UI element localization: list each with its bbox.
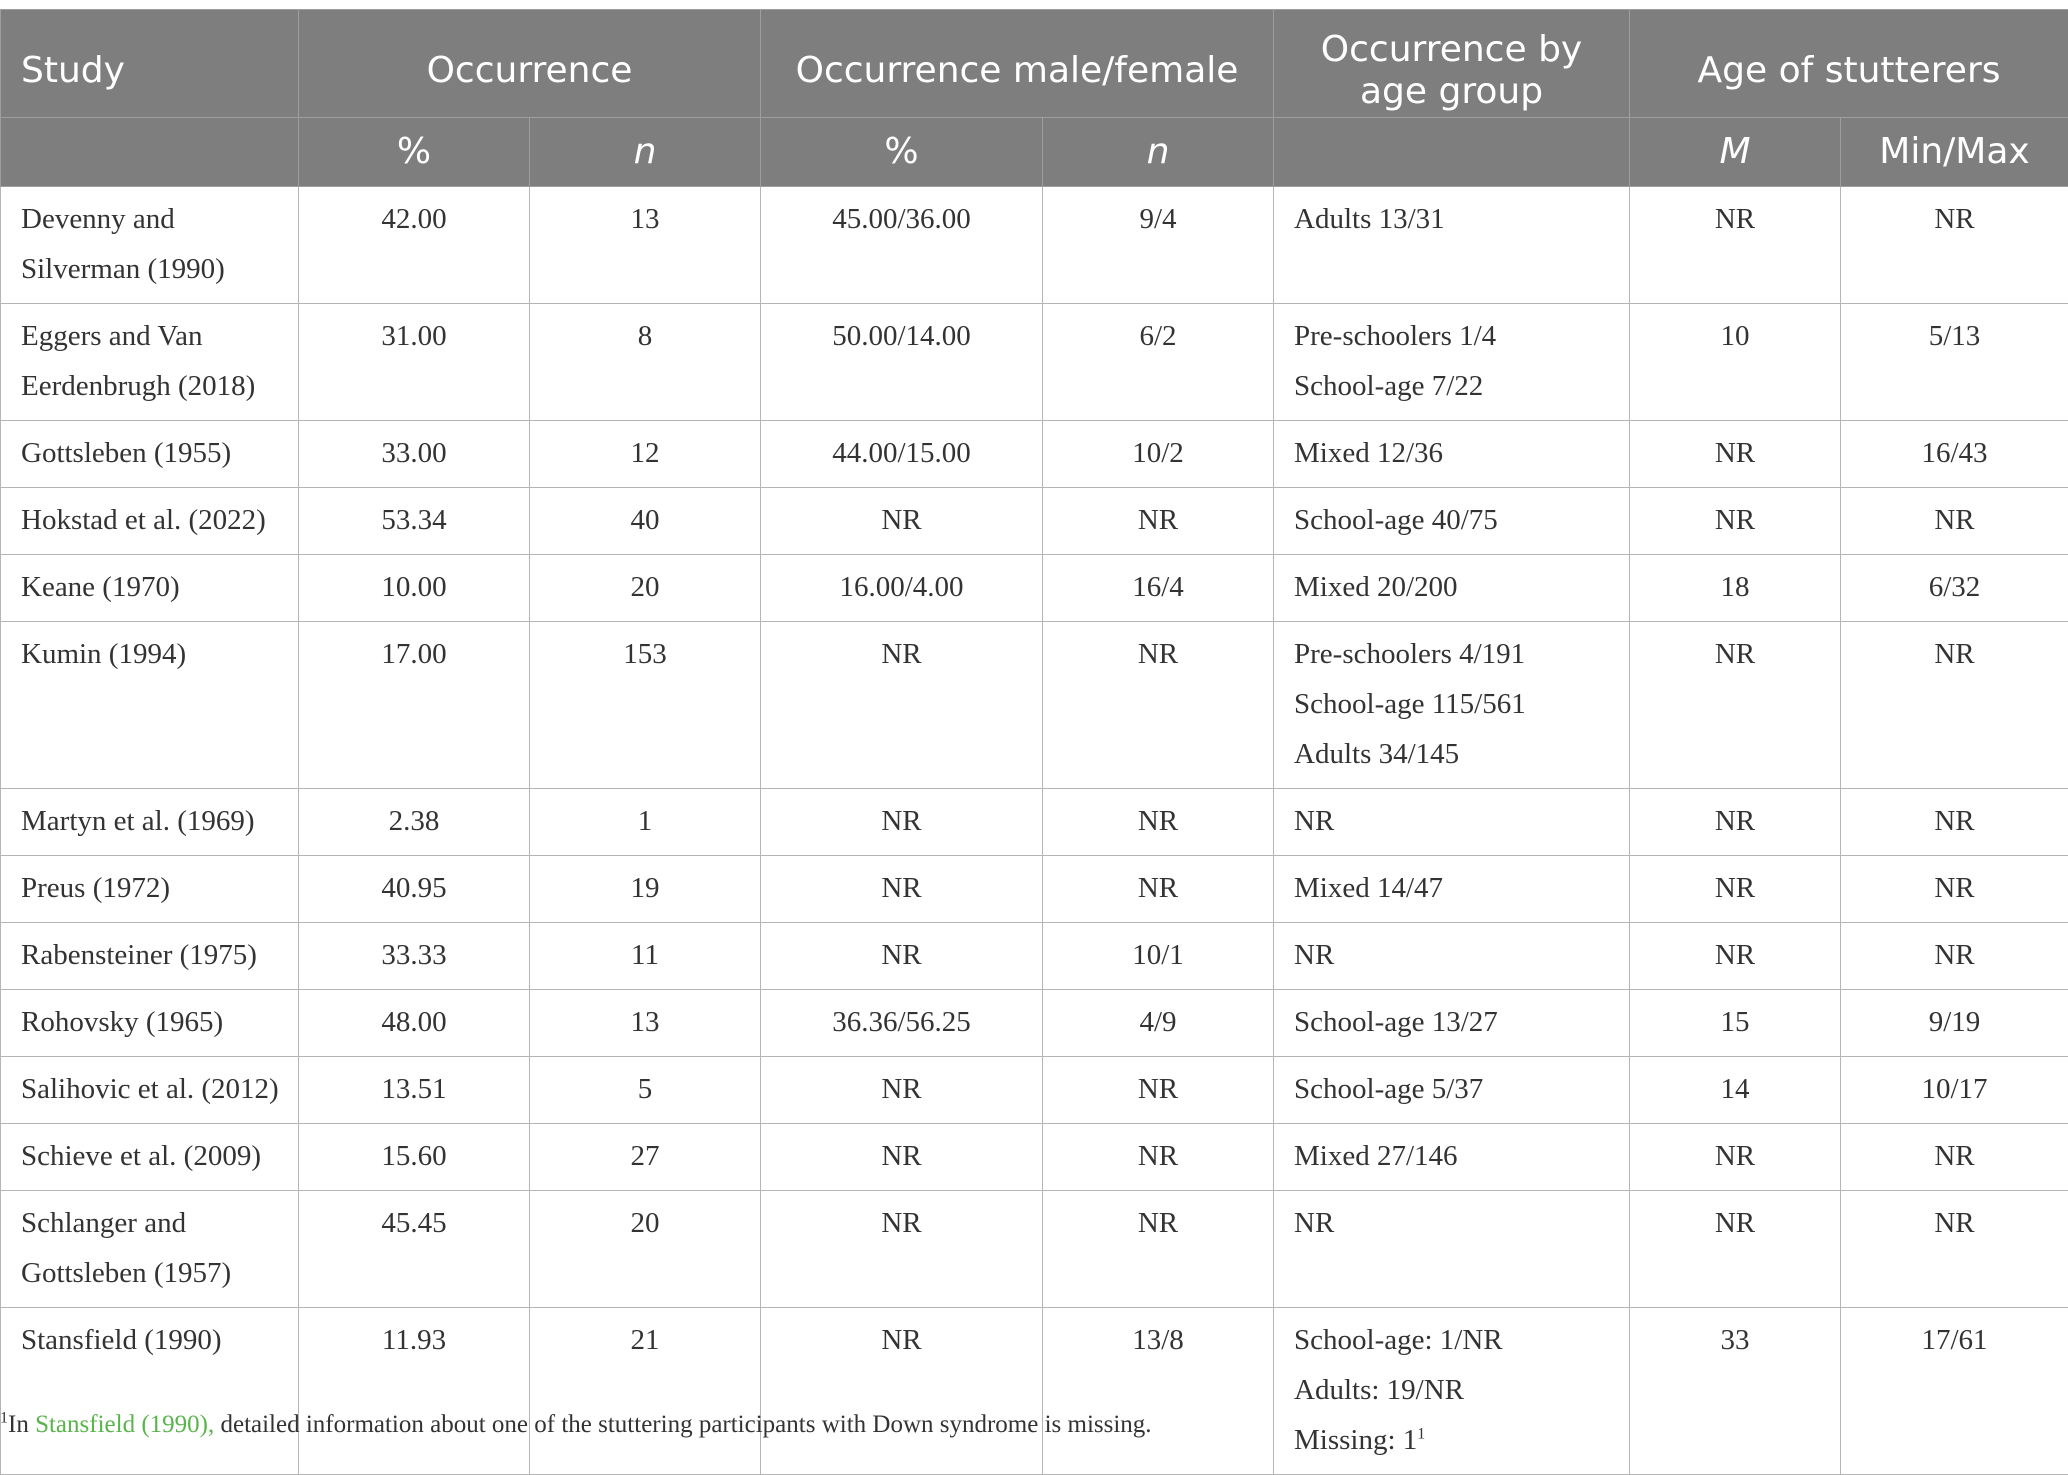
study-line[interactable]: Schieve et al. (2009) xyxy=(21,1131,297,1181)
occurrence-n-cell: 153 xyxy=(530,622,761,789)
min-max-age-cell: 10/17 xyxy=(1841,1057,2068,1124)
mean-age-cell: 18 xyxy=(1630,555,1841,622)
study-link[interactable] xyxy=(1,1308,299,1475)
occurrence-percent-cell: 33.33 xyxy=(299,923,530,990)
occurrence-percent-cell: 15.60 xyxy=(299,1124,530,1191)
study-link[interactable] xyxy=(1,923,299,990)
mean-age-cell: NR xyxy=(1630,622,1841,789)
age-group-text: NR xyxy=(1294,939,1334,971)
occurrence-percent-cell: 31.00 xyxy=(299,304,530,421)
male-female-percent-cell: NR xyxy=(761,1308,1043,1475)
age-group-line xyxy=(1294,495,1628,545)
header-occurrence-by-age-group-line2: age group xyxy=(1275,71,1628,113)
header-male-female-n: n xyxy=(1043,118,1274,187)
header-blank-age-group xyxy=(1274,118,1630,187)
age-group-text: Mixed 20/200 xyxy=(1294,571,1458,603)
study-line[interactable]: Martyn et al. (1969) xyxy=(21,796,297,846)
age-group-line xyxy=(1294,997,1628,1047)
table-row xyxy=(1,990,2068,1057)
min-max-age-cell: NR xyxy=(1841,622,2068,789)
age-group-text: NR xyxy=(1294,1207,1334,1239)
table-row xyxy=(1,1057,2068,1124)
occurrence-n-cell: 40 xyxy=(530,488,761,555)
header-blank-study xyxy=(1,118,299,187)
header-occurrence-by-age-group-line1: Occurrence by xyxy=(1275,29,1628,71)
age-group-line xyxy=(1294,1315,1628,1365)
study-link[interactable] xyxy=(1,1057,299,1124)
age-group-cell xyxy=(1274,1191,1630,1308)
male-female-n-cell: NR xyxy=(1043,856,1274,923)
age-group-cell xyxy=(1274,555,1630,622)
occurrence-n-cell: 21 xyxy=(530,1308,761,1475)
male-female-percent-cell: 45.00/36.00 xyxy=(761,187,1043,304)
age-group-text: Adults 34/145 xyxy=(1294,738,1459,770)
min-max-age-cell: NR xyxy=(1841,923,2068,990)
occurrence-percent-cell: 2.38 xyxy=(299,789,530,856)
male-female-percent-cell: 36.36/56.25 xyxy=(761,990,1043,1057)
age-group-text: Missing: 1 xyxy=(1294,1424,1417,1456)
table-header xyxy=(1,10,2068,187)
mean-age-cell: NR xyxy=(1630,856,1841,923)
age-group-text: School-age 13/27 xyxy=(1294,1006,1498,1038)
occurrence-percent-cell: 48.00 xyxy=(299,990,530,1057)
study-line[interactable]: Schlanger and xyxy=(21,1198,297,1248)
age-group-cell xyxy=(1274,990,1630,1057)
age-group-text: Adults: 19/NR xyxy=(1294,1374,1464,1406)
male-female-percent-cell: 50.00/14.00 xyxy=(761,304,1043,421)
study-line[interactable]: Gottsleben (1955) xyxy=(21,428,297,478)
study-line[interactable]: Stansfield (1990) xyxy=(21,1315,297,1365)
table-row xyxy=(1,856,2068,923)
study-link[interactable] xyxy=(1,990,299,1057)
header-occurrence-n: n xyxy=(530,118,761,187)
age-group-line xyxy=(1294,629,1628,679)
male-female-percent-cell: NR xyxy=(761,1191,1043,1308)
age-group-cell xyxy=(1274,304,1630,421)
male-female-n-cell: 16/4 xyxy=(1043,555,1274,622)
study-link[interactable] xyxy=(1,1191,299,1308)
occurrence-n-cell: 19 xyxy=(530,856,761,923)
age-group-line xyxy=(1294,930,1628,980)
age-group-text: School-age 5/37 xyxy=(1294,1073,1483,1105)
min-max-age-cell: 5/13 xyxy=(1841,304,2068,421)
male-female-percent-cell: 44.00/15.00 xyxy=(761,421,1043,488)
age-group-text: School-age 40/75 xyxy=(1294,504,1498,536)
age-group-cell xyxy=(1274,1057,1630,1124)
study-line[interactable]: Eerdenbrugh (2018) xyxy=(21,361,297,411)
table-row xyxy=(1,187,2068,304)
age-group-line xyxy=(1294,729,1628,779)
table-row xyxy=(1,488,2068,555)
age-group-line xyxy=(1294,1131,1628,1181)
min-max-age-cell: 6/32 xyxy=(1841,555,2068,622)
age-group-cell xyxy=(1274,421,1630,488)
occurrence-percent-cell: 13.51 xyxy=(299,1057,530,1124)
occurrence-n-cell: 13 xyxy=(530,990,761,1057)
mean-age-cell: NR xyxy=(1630,187,1841,304)
table-row xyxy=(1,789,2068,856)
table-row xyxy=(1,923,2068,990)
age-group-cell xyxy=(1274,622,1630,789)
mean-age-cell: NR xyxy=(1630,1124,1841,1191)
footnote-citation-link[interactable]: Stansfield (1990), xyxy=(35,1411,214,1438)
male-female-n-cell: NR xyxy=(1043,622,1274,789)
study-link[interactable] xyxy=(1,187,299,304)
occurrence-percent-cell: 42.00 xyxy=(299,187,530,304)
min-max-age-cell: NR xyxy=(1841,187,2068,304)
min-max-age-cell: NR xyxy=(1841,1124,2068,1191)
study-line[interactable]: Eggers and Van xyxy=(21,311,297,361)
male-female-n-cell: NR xyxy=(1043,789,1274,856)
male-female-percent-cell: NR xyxy=(761,1057,1043,1124)
age-group-line xyxy=(1294,1064,1628,1114)
male-female-percent-cell: NR xyxy=(761,622,1043,789)
study-line[interactable]: Rohovsky (1965) xyxy=(21,997,297,1047)
study-line[interactable]: Salihovic et al. (2012) xyxy=(21,1064,297,1114)
occurrence-n-cell: 27 xyxy=(530,1124,761,1191)
age-group-cell xyxy=(1274,923,1630,990)
mean-age-cell: NR xyxy=(1630,789,1841,856)
age-group-text: Pre-schoolers 1/4 xyxy=(1294,320,1496,352)
age-group-text: Adults 13/31 xyxy=(1294,203,1445,235)
age-group-line xyxy=(1294,863,1628,913)
min-max-age-cell: NR xyxy=(1841,1191,2068,1308)
table-row xyxy=(1,622,2068,789)
table-row xyxy=(1,1191,2068,1308)
study-line[interactable]: Keane (1970) xyxy=(21,562,297,612)
mean-age-cell: NR xyxy=(1630,923,1841,990)
male-female-n-cell: 9/4 xyxy=(1043,187,1274,304)
study-link[interactable] xyxy=(1,1124,299,1191)
study-line[interactable]: Kumin (1994) xyxy=(21,629,297,679)
age-group-text: NR xyxy=(1294,805,1334,837)
table-row xyxy=(1,1308,2068,1475)
header-study: Study xyxy=(1,10,299,118)
table-row xyxy=(1,1124,2068,1191)
occurrence-n-cell: 20 xyxy=(530,1191,761,1308)
footnote-prefix: In xyxy=(8,1411,35,1438)
occurrence-n-cell: 1 xyxy=(530,789,761,856)
header-occurrence-by-age-group xyxy=(1274,10,1630,118)
age-group-line xyxy=(1294,311,1628,361)
age-group-cell xyxy=(1274,856,1630,923)
male-female-n-cell: NR xyxy=(1043,1057,1274,1124)
age-group-line xyxy=(1294,428,1628,478)
male-female-percent-cell: NR xyxy=(761,923,1043,990)
table-footnote xyxy=(0,1411,1152,1439)
male-female-percent-cell: NR xyxy=(761,856,1043,923)
min-max-age-cell: NR xyxy=(1841,488,2068,555)
occurrence-percent-cell: 53.34 xyxy=(299,488,530,555)
study-line[interactable]: Silverman (1990) xyxy=(21,244,297,294)
male-female-n-cell: NR xyxy=(1043,488,1274,555)
min-max-age-cell: NR xyxy=(1841,789,2068,856)
header-occurrence-male-female: Occurrence male/female xyxy=(761,10,1274,118)
age-group-line xyxy=(1294,562,1628,612)
study-link[interactable] xyxy=(1,488,299,555)
age-group-line xyxy=(1294,1198,1628,1248)
age-group-line xyxy=(1294,1415,1628,1465)
male-female-n-cell: 6/2 xyxy=(1043,304,1274,421)
occurrence-percent-cell: 45.45 xyxy=(299,1191,530,1308)
study-link[interactable] xyxy=(1,421,299,488)
mean-age-cell: 33 xyxy=(1630,1308,1841,1475)
mean-age-cell: 15 xyxy=(1630,990,1841,1057)
study-line[interactable]: Hokstad et al. (2022) xyxy=(21,495,297,545)
mean-age-cell: NR xyxy=(1630,488,1841,555)
age-group-cell xyxy=(1274,488,1630,555)
age-group-line xyxy=(1294,796,1628,846)
min-max-age-cell: NR xyxy=(1841,856,2068,923)
header-occurrence-percent: % xyxy=(299,118,530,187)
male-female-percent-cell: NR xyxy=(761,789,1043,856)
age-group-cell xyxy=(1274,1124,1630,1191)
min-max-age-cell: 16/43 xyxy=(1841,421,2068,488)
footnote-ref: 1 xyxy=(1417,1425,1425,1442)
table-row xyxy=(1,304,2068,421)
age-group-line xyxy=(1294,1365,1628,1415)
age-group-text: Pre-schoolers 4/191 xyxy=(1294,638,1525,670)
male-female-n-cell: 13/8 xyxy=(1043,1308,1274,1475)
study-line[interactable]: Devenny and xyxy=(21,194,297,244)
mean-age-cell: NR xyxy=(1630,421,1841,488)
table-body xyxy=(1,187,2068,1475)
occurrence-n-cell: 11 xyxy=(530,923,761,990)
male-female-n-cell: 10/1 xyxy=(1043,923,1274,990)
occurrence-percent-cell: 17.00 xyxy=(299,622,530,789)
occurrence-n-cell: 8 xyxy=(530,304,761,421)
footnote-marker: 1 xyxy=(0,1410,8,1427)
age-group-line xyxy=(1294,361,1628,411)
study-link[interactable] xyxy=(1,622,299,789)
study-link[interactable] xyxy=(1,856,299,923)
mean-age-cell: NR xyxy=(1630,1191,1841,1308)
male-female-n-cell: NR xyxy=(1043,1191,1274,1308)
male-female-n-cell: 4/9 xyxy=(1043,990,1274,1057)
occurrence-n-cell: 12 xyxy=(530,421,761,488)
age-group-text: School-age 7/22 xyxy=(1294,370,1483,402)
age-group-cell xyxy=(1274,187,1630,304)
footnote-text: detailed information about one of the stuttering participants with Down syndrome is missing. xyxy=(214,1411,1151,1438)
min-max-age-cell: 17/61 xyxy=(1841,1308,2068,1475)
study-link[interactable] xyxy=(1,555,299,622)
age-group-text: Mixed 14/47 xyxy=(1294,872,1443,904)
mean-age-cell: 10 xyxy=(1630,304,1841,421)
occurrence-n-cell: 20 xyxy=(530,555,761,622)
header-male-female-percent: % xyxy=(761,118,1043,187)
occurrence-percent-cell: 10.00 xyxy=(299,555,530,622)
mean-age-cell: 14 xyxy=(1630,1057,1841,1124)
male-female-percent-cell: NR xyxy=(761,1124,1043,1191)
age-group-text: Mixed 27/146 xyxy=(1294,1140,1458,1172)
age-group-line xyxy=(1294,679,1628,729)
age-group-text: School-age 115/561 xyxy=(1294,688,1526,720)
study-line[interactable]: Preus (1972) xyxy=(21,863,297,913)
male-female-n-cell: NR xyxy=(1043,1124,1274,1191)
occurrence-n-cell: 5 xyxy=(530,1057,761,1124)
header-age-of-stutterers: Age of stutterers xyxy=(1630,10,2068,118)
age-group-cell xyxy=(1274,1308,1630,1475)
header-occurrence: Occurrence xyxy=(299,10,761,118)
male-female-n-cell: 10/2 xyxy=(1043,421,1274,488)
header-min-max-age: Min/Max xyxy=(1841,118,2068,187)
study-line[interactable]: Gottsleben (1957) xyxy=(21,1248,297,1298)
age-group-text: Mixed 12/36 xyxy=(1294,437,1443,469)
occurrence-percent-cell: 11.93 xyxy=(299,1308,530,1475)
study-link[interactable] xyxy=(1,304,299,421)
min-max-age-cell: 9/19 xyxy=(1841,990,2068,1057)
study-link[interactable] xyxy=(1,789,299,856)
occurrence-percent-cell: 33.00 xyxy=(299,421,530,488)
table-row xyxy=(1,555,2068,622)
male-female-percent-cell: 16.00/4.00 xyxy=(761,555,1043,622)
age-group-cell xyxy=(1274,789,1630,856)
male-female-percent-cell: NR xyxy=(761,488,1043,555)
occurrence-percent-cell: 40.95 xyxy=(299,856,530,923)
header-mean-age: M xyxy=(1630,118,1841,187)
stuttering-occurrence-table xyxy=(0,9,2068,1475)
study-line[interactable]: Rabensteiner (1975) xyxy=(21,930,297,980)
age-group-text: School-age: 1/NR xyxy=(1294,1324,1503,1356)
table-row xyxy=(1,421,2068,488)
occurrence-n-cell: 13 xyxy=(530,187,761,304)
age-group-line xyxy=(1294,194,1628,244)
